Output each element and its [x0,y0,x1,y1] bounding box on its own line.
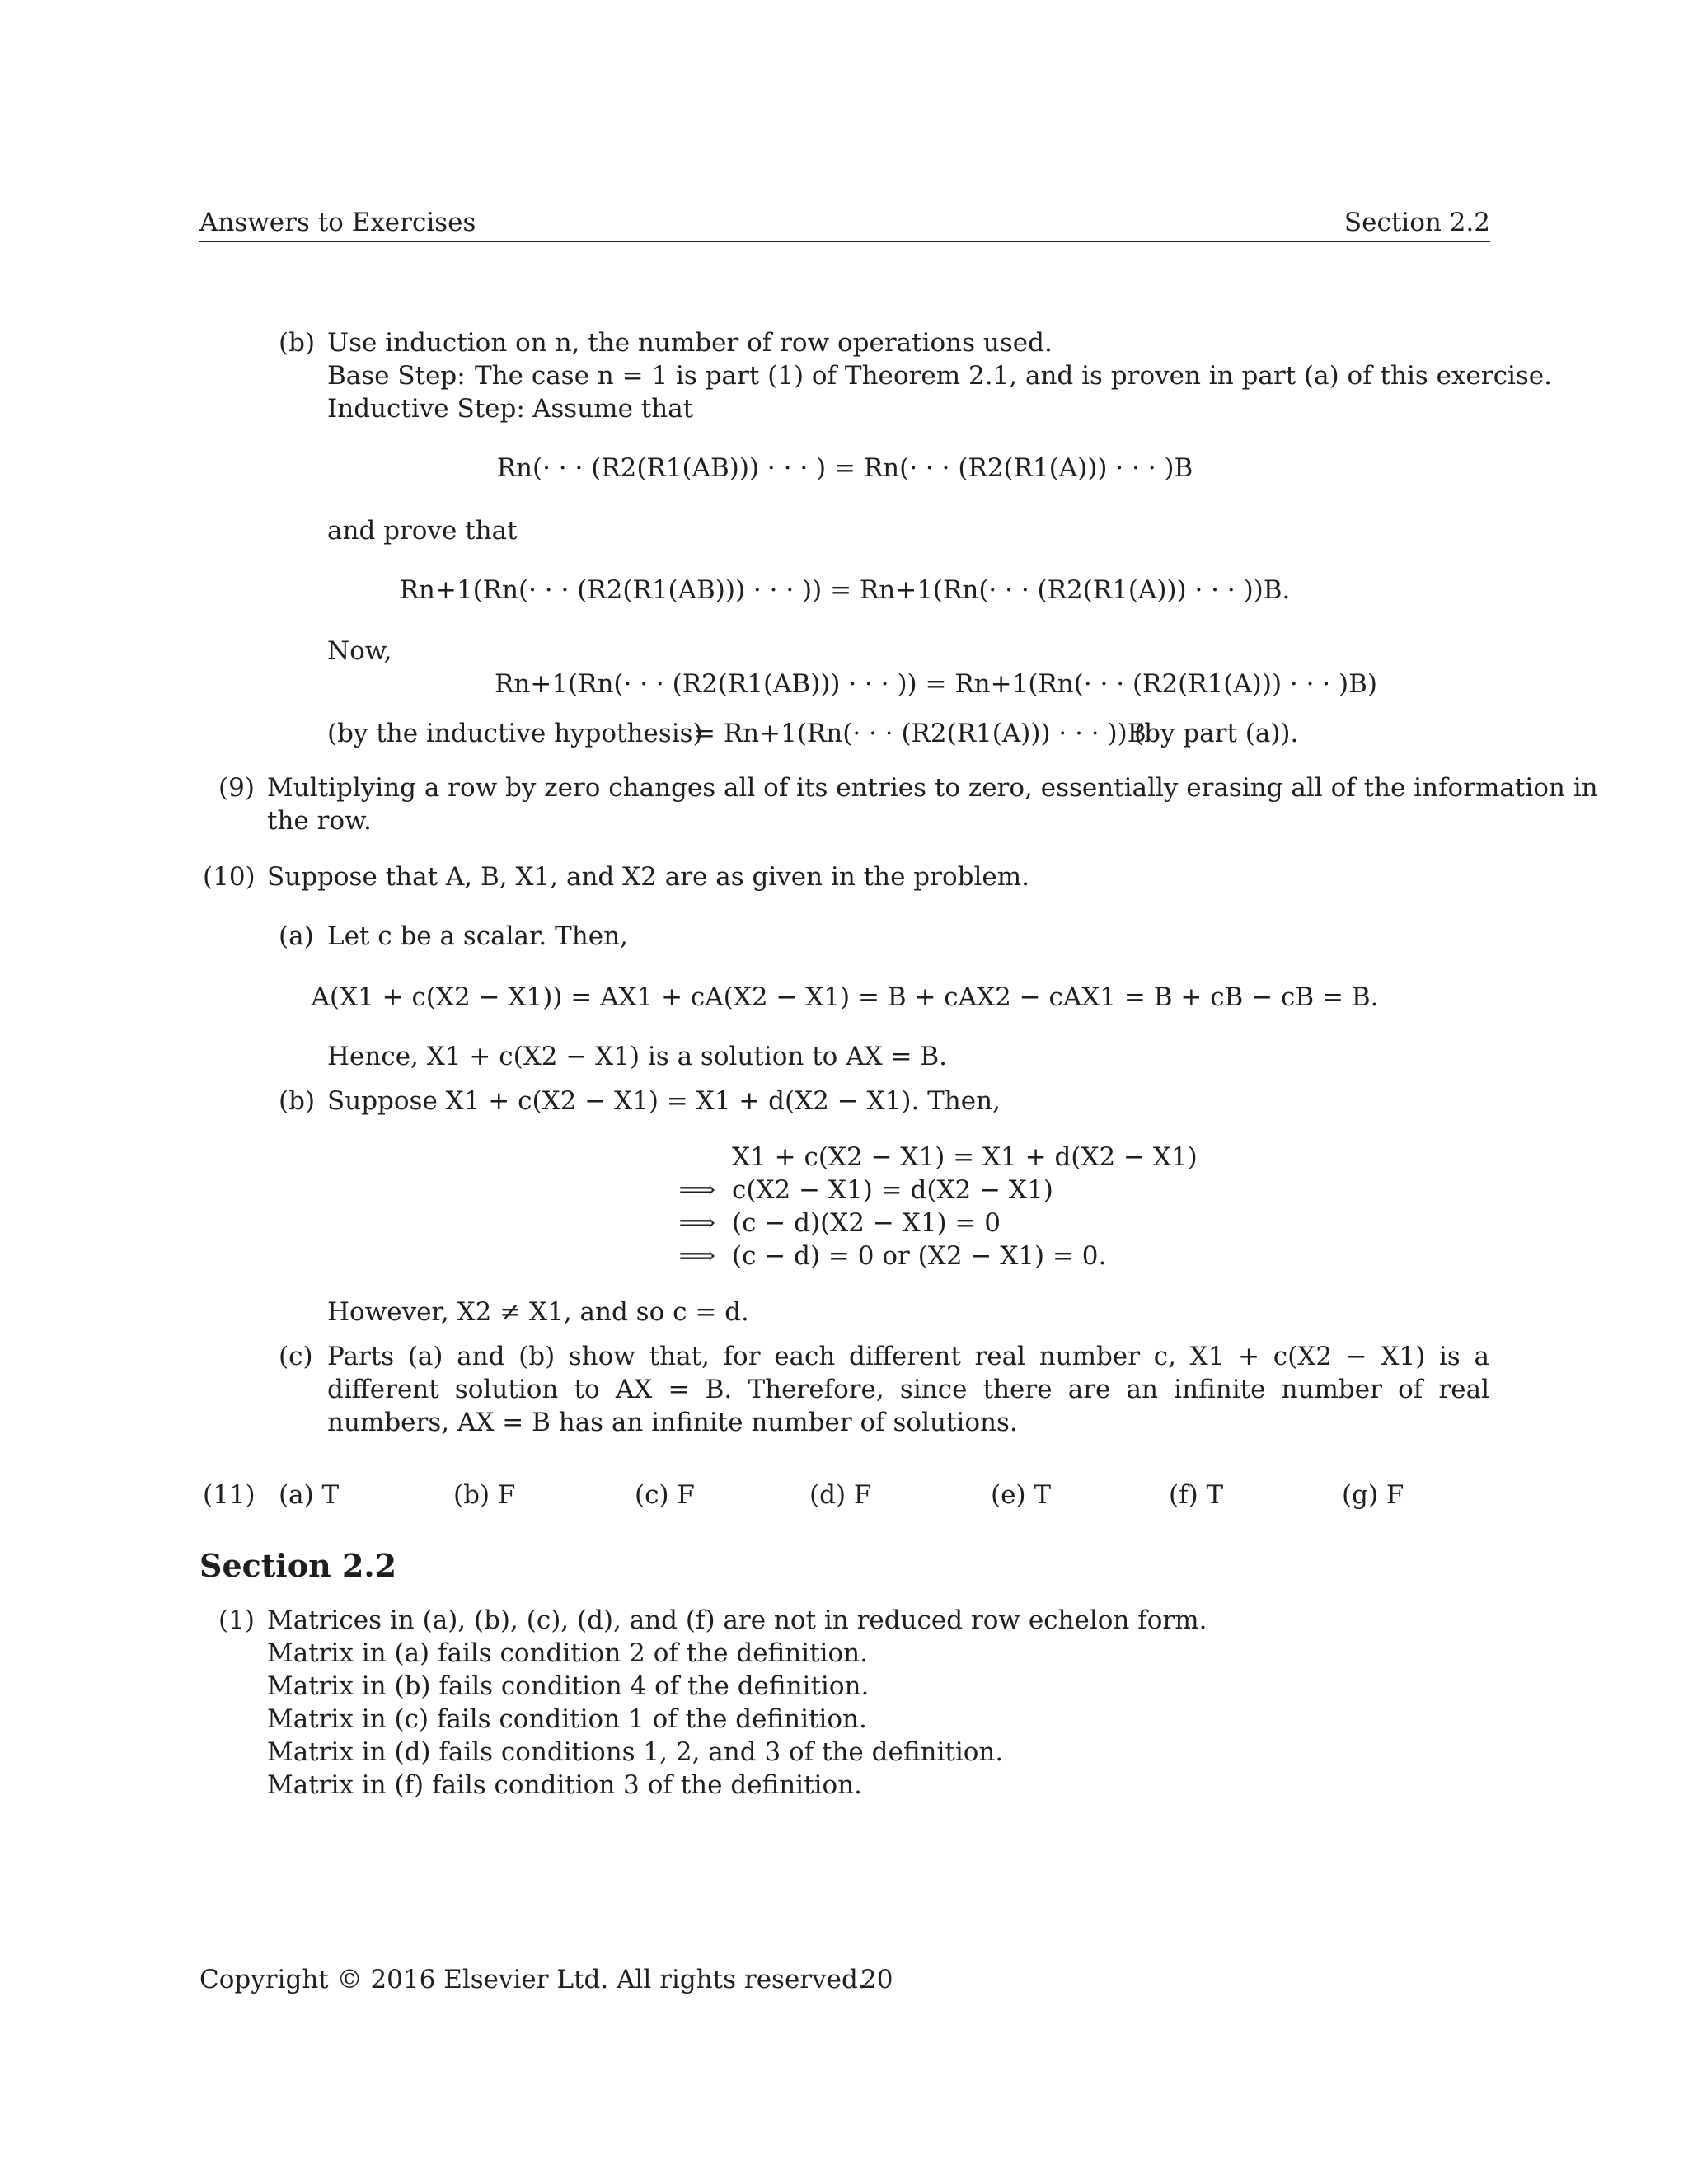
ex11-answer [453,1479,515,1511]
answer-value: F [1386,1480,1404,1510]
ex10b-label: (b) [279,1086,316,1116]
implies-arrow: ⟹ [678,1241,715,1271]
answer-label: (b) [453,1480,490,1510]
ex8b-and-prove-that: and prove that [327,516,518,546]
s22-ex1-line: Matrix in (a) fails condition 2 of the definition. [267,1638,868,1668]
s22-ex1-line: Matrix in (c) fails condition 1 of the definition. [267,1704,867,1734]
ex10b-however: However, X2 ≠ X1, and so c = d. [327,1297,749,1327]
derivation-row [643,1240,1198,1272]
ex10a-hence: Hence, X1 + c(X2 − X1) is a solution to AX = B. [327,1042,947,1071]
ex8b-inductive-step-text: Assume that [532,394,694,424]
s22-ex1-line: Matrix in (d) fails conditions 1, 2, and 3 of the definition. [267,1737,1004,1767]
answer-label: (c) [635,1480,669,1510]
s22-ex1-line: Matrix in (f) fails condition 3 of the definition. [267,1770,862,1800]
ex9-line1: Multiplying a row by zero changes all of its entries to zero, essentially erasing all of the information in [267,773,1598,803]
ex8b-inductive-step-label: Inductive Step: [327,394,525,424]
section-title: Section 2.2 [199,1547,397,1584]
answer-value: F [853,1480,872,1510]
ex10a-label: (a) [279,921,314,951]
page-number: 20 [860,1965,893,1994]
ex11-answer [809,1479,871,1511]
derivation-step-2: c(X2 − X1) = d(X2 − X1) [732,1175,1053,1205]
answer-label: (g) [1342,1480,1379,1510]
s22-ex1-line: Matrix in (b) fails condition 4 of the definition. [267,1671,870,1701]
footer-copyright: Copyright © 2016 Elsevier Ltd. All rights reserved. [199,1965,866,1994]
answer-label: (a) [279,1480,314,1510]
derivation-row [643,1207,1198,1240]
derivation-row [643,1174,1198,1207]
ex11-label: (11) [203,1480,256,1510]
equation-10a: A(X1 + c(X2 − X1)) = AX1 + cA(X2 − X1) = B + cAX2 − cAX1 = B + cB − cB = B. [311,982,1379,1012]
ex11-answer [279,1479,339,1511]
s22-ex1-line: Matrices in (a), (b), (c), (d), and (f) are not in reduced row echelon form. [267,1605,1207,1635]
answer-label: (d) [809,1480,846,1510]
equation-to-prove: Rn+1(Rn(· · · (R2(R1(AB))) · · · )) = Rn+1(Rn(· · · (R2(R1(A))) · · · ))B. [399,575,1291,605]
derivation-step-4: (c − d) = 0 or (X2 − X1) = 0. [732,1241,1107,1271]
ex8b-base-step-text: The case n = 1 is part (1) of Theorem 2.1, and is proven in part (a) of this exercise. [475,361,1552,391]
ex8b-by-inductive-hypothesis: (by the inductive hypothesis) [327,719,703,748]
implies-arrow: ⟹ [678,1175,715,1205]
derivation-step-3: (c − d)(X2 − X1) = 0 [732,1208,1001,1238]
answer-value: T [1034,1480,1052,1510]
answer-value: F [497,1480,516,1510]
ex8b-line1: Use induction on n, the number of row operations used. [327,328,1053,358]
ex11-answer [1342,1479,1404,1511]
answer-value: F [677,1480,695,1510]
answer-value: T [321,1480,340,1510]
ex10-intro: Suppose that A, B, X1, and X2 are as given in the problem. [267,862,1029,892]
equation-now-line2: = Rn+1(Rn(· · · (R2(R1(A))) · · · ))B [694,719,1146,748]
header-rule [199,241,1490,242]
answer-label: (e) [991,1480,1026,1510]
answer-value: T [1206,1480,1224,1510]
ex10c-label: (c) [279,1342,313,1371]
derivation-10b [643,1141,1198,1272]
ex8b-now: Now, [327,636,392,666]
derivation-row [643,1141,1198,1174]
ex10-label: (10) [203,862,256,892]
ex9-label: (9) [218,773,255,803]
derivation-step-1: X1 + c(X2 − X1) = X1 + d(X2 − X1) [732,1142,1198,1172]
implies-arrow: ⟹ [678,1208,715,1238]
ex10c-text: Parts (a) and (b) show that, for each different real number c, X1 + c(X2 − X1) is a different solution to AX = B. Therefore, since there are an infinite number of real numbers, AX = B has an infinite number of solutions. [327,1342,1489,1437]
ex9-line2: the row. [267,806,372,836]
running-header-right: Section 2.2 [1343,208,1490,237]
equation-induction-hypothesis: Rn(· · · (R2(R1(AB))) · · · ) = Rn(· · · (R2(R1(A))) · · · )B [496,453,1193,483]
ex11-answer [991,1479,1051,1511]
s22-ex1-label: (1) [218,1605,255,1635]
equation-now-line1: Rn+1(Rn(· · · (R2(R1(AB))) · · · )) = Rn+1(Rn(· · · (R2(R1(A))) · · · )B) [495,669,1377,699]
ex8b-by-part-a: (by part (a)). [1134,719,1299,748]
running-header-left: Answers to Exercises [199,208,476,237]
ex11-answer [1169,1479,1223,1511]
ex10a-text: Let c be a scalar. Then, [327,921,628,951]
answer-label: (f) [1169,1480,1198,1510]
ex8b-label: (b) [279,328,316,358]
ex11-answer [635,1479,695,1511]
ex8b-base-step-label: Base Step: [327,361,466,391]
ex10b-text: Suppose X1 + c(X2 − X1) = X1 + d(X2 − X1). Then, [327,1086,1001,1116]
